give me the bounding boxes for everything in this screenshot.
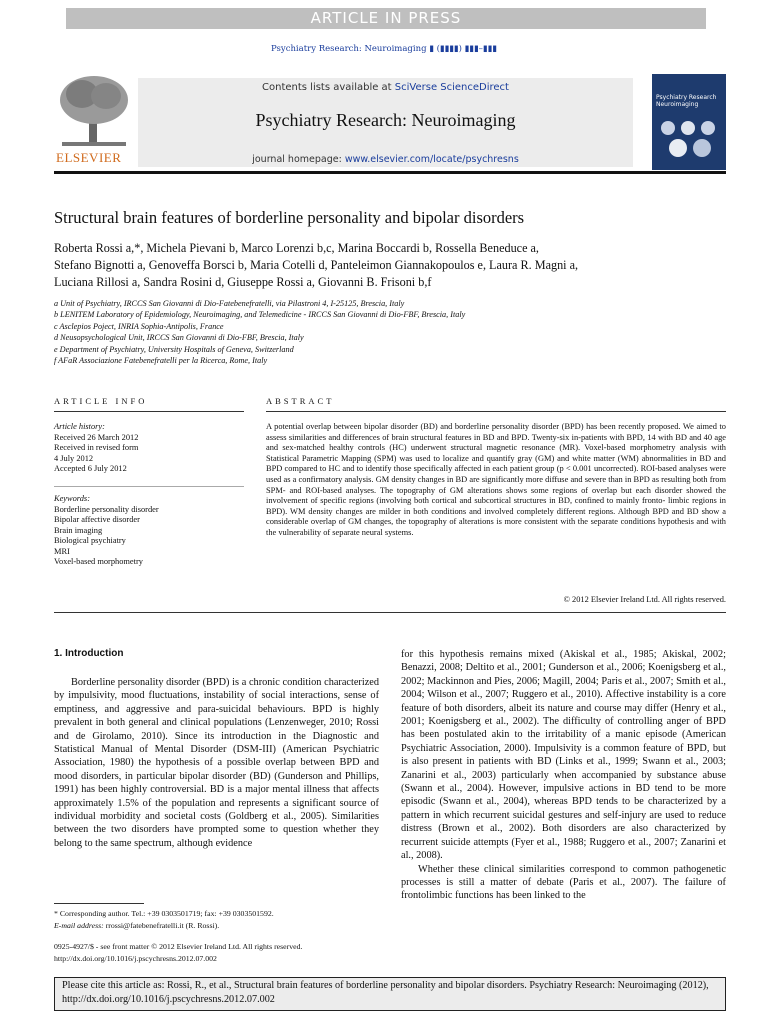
cover-title: Psychiatry Research Neuroimaging [656,94,717,108]
journal-info-box [138,78,633,167]
abstract-text: A potential overlap between bipolar disorder (BD) and borderline personality disorder (BPD) has been recently proposed. We aimed to assess similarities and differences of brain structural features in BD and BPD. Twenty-six in-patients with BPD, 14 with BD and 40 age and sex-matched healthy controls (HC) underwent structural magnetic resonance (MR). Voxel-based morphometry analysis with Statistical Parametric Mapping (SPM) was used to localize and quantify gray (GM) and white matter (WM) abnormalities in BD and BPD compared to HC and to identify those specifically affected in each patient group (p < 0.001 uncorrected). ROI-based analyses were used as a confirmatory analysis. GM density changes in BD are significantly more diffuse and severe than in BPD as resulting both from SPM- and ROI-based analyses. The topography of GM alterations shows some regions of overlap but each disorder showed the involvement of specific regions (involving both cortical and subcortical structures in BD, confined to mainly fronto- limbic regions in BPD). WM density changes are milder in both conditions and involved completely different regions. Although BPD and BD show a considerable overlap of GM changes, the topography of alterations is more consistent with the separate conditions hypothesis and with the vulnerability of separate neural systems. [266,422,726,537]
issn-line: 0925-4927/$ - see front matter © 2012 Elsevier Ireland Ltd. All rights reserved. [54,942,303,951]
keyword: Voxel-based morphometry [54,557,143,566]
article-info-heading: ARTICLE INFO [54,396,148,406]
keyword: MRI [54,546,70,556]
introduction-heading: 1. Introduction [54,648,124,659]
author-list [54,240,734,291]
email-link[interactable]: rrossi@fatebenefratelli.it [105,920,184,930]
article-history [54,422,244,475]
history-item: Received in revised form [54,443,139,452]
header-rule [54,171,726,174]
affiliation: d Neusopsychological Unit, IRCCS San Giovanni di Dio-FBF, Brescia, Italy [54,333,304,343]
keyword: Biological psychiatry [54,536,126,545]
body-column-right [401,648,726,903]
body-paragraph: for this hypothesis remains mixed (Akiskal et al., 1985; Akiskal, 2002; Benazzi, 2008; Deltito et al., 2001; Gunderson et al., 2006; Koenigsberg et al., 2002; Mackinnon and Pies, 2006; Magill, 2004; Paris et al., 2007; Smith et al., 2004; Wilson et al., 2007; Ruggero et al., 2010). Affective instability is a core feature of both disorders, albeit its nature and course may differ (Henry et al., 2001; Koenigsberg et al., 2002). The difficulty of controlling anger of BPD has been postulated akin to the irritability of a manic episode (American Psychiatric Association, 2000). Impulsivity is a common feature of BPD, but is also present in patients with BD (Links et al., 1999; Swann et al., 2003; Zanarini et al., 2003) particularly when accompanied by substance abuse (Swann et al., 2004). However, impulsive actions in BD tend to be more episodic (Swann et al., 2004), whereas BPD tends to be characterized by a pattern in which recurrent suicidal gestures and self-injury are used to reduce distress (Brown et al., 2002). Both disorders are also characterized by recurrent suicide attempts (Fyer et al., 1988; Ruggero et al., 2007; Zanarini et al., 2008). [401,649,726,862]
keywords [54,494,244,568]
footnote-rule [54,903,144,904]
citation-box: Please cite this article as: Rossi, R., et al., Structural brain features of borderline personality and bipolar disorders. Psychiatry Research: Neuroimaging (2012), http://dx.doi.org/10.1016/j.pscychresns.2012.07.002 [54,977,726,1011]
history-item: 4 July 2012 [54,453,94,463]
brain-scan-icon [658,118,720,162]
history-item: Accepted 6 July 2012 [54,464,127,473]
running-head[interactable]: Psychiatry Research: Neuroimaging ▮ (▮▮▮▮) ▮▮▮–▮▮▮ [271,44,497,54]
abstract-heading: ABSTRACT [266,396,335,406]
journal-header [54,74,726,170]
footnote [54,908,379,931]
authors-line: Luciana Rillosi a, Sandra Rosini d, Giuseppe Rossi a, Giovanni B. Frisoni b,f [54,275,432,289]
issn-info [54,941,454,964]
contents-prefix: Contents lists available at [262,82,395,93]
homepage-line [138,154,633,165]
article-in-press-banner: ARTICLE IN PRESS [66,8,706,29]
journal-title: Psychiatry Research: Neuroimaging [255,110,516,130]
authors-line: Roberta Rossi a,*, Michela Pievani b, Marco Lorenzi b,c, Marina Boccardi b, Rossella Beneduce a, [54,241,539,255]
keywords-rule [54,486,244,487]
email-line [54,920,379,932]
body-paragraph: Borderline personality disorder (BPD) is a chronic condition characterized by impulsivity, mood fluctuations, instability of social interactions, sense of emptiness, and aggressive and para-suicidal behaviours. BPD is highly prevalent in both general and clinical populations (Lenzenweger, 2010; Rossi and de Girolamo, 2010). Since its introduction in the Diagnostic and Statistical Manual of Mental Disorder (DSM-III) (American Psychiatric Association, 1980) the hypothesis of a possible overlap between BPD and mood disorders, in particular bipolar disorder (BD) (Gunderson and Phillips, 1991) has been highly controversial. BD is a major mental illness that affects approximately 1.5% of the population and represents a significant source of individual morbidity and societal costs (Goldberg et al., 2005). Similarities between the two disorders have prompted some to question whether they belong to the same spectrum, although evidence [54,677,379,849]
affiliation: b LENITEM Laboratory of Epidemiology, Neuroimaging, and Telemedicine - IRCCS San Giovanni di Dio-FBF, Brescia, Italy [54,310,466,320]
section-rule [54,612,726,613]
keyword: Bipolar affective disorder [54,515,140,524]
affiliation: c Asclepios Poject, INRIA Sophia-Antipolis, France [54,321,224,331]
corresponding-author: * Corresponding author. Tel.: +39 0303501719; fax: +39 0303501592. [54,909,274,918]
affiliation: a Unit of Psychiatry, IRCCS San Giovanni di Dio-Fatebenefratelli, via Pilastroni 4, I-25125, Brescia, Italy [54,299,405,308]
elsevier-logo[interactable] [54,74,134,166]
article-title: Structural brain features of borderline personality and bipolar disorders [54,208,525,227]
sciencedirect-link[interactable]: SciVerse ScienceDirect [394,82,509,93]
keyword: Brain imaging [54,525,103,535]
doi-link[interactable]: http://dx.doi.org/10.1016/j.pscychresns.2012.07.002 [54,953,217,963]
body-column-left [54,676,379,850]
history-item: Received 26 March 2012 [54,432,139,442]
keyword: Borderline personality disorder [54,504,159,514]
abstract-copyright: © 2012 Elsevier Ireland Ltd. All rights reserved. [563,595,726,604]
journal-cover-image[interactable] [652,74,726,170]
abstract-rule [266,411,726,412]
homepage-prefix: journal homepage: [252,154,345,165]
homepage-link[interactable]: www.elsevier.com/locate/psychresns [344,154,519,165]
email-label: E-mail address: [54,920,106,930]
authors-line: Stefano Bignotti a, Genoveffa Borsci b, Maria Cotelli d, Panteleimon Giannakopoulos e, Laura R. Magni a, [54,258,579,272]
tree-icon [54,74,134,150]
affiliations [54,298,734,366]
keywords-label: Keywords: [54,494,90,503]
affiliation: f AFaR Associazione Fatebenefratelli per la Ricerca, Rome, Italy [54,356,268,366]
article-info-rule [54,411,244,412]
affiliation: e Department of Psychiatry, University Hospitals of Geneva, Switzerland [54,344,294,354]
history-label: Article history: [54,422,105,431]
publisher-logo-text: ELSEVIER [56,150,122,165]
contents-line [138,82,633,93]
email-suffix: (R. Rossi). [183,920,220,930]
body-paragraph: Whether these clinical similarities correspond to common pathogenetic processes is still a matter of debate (Paris et al., 2007). The failure of frontolimbic functions has been linked to the [401,863,726,902]
